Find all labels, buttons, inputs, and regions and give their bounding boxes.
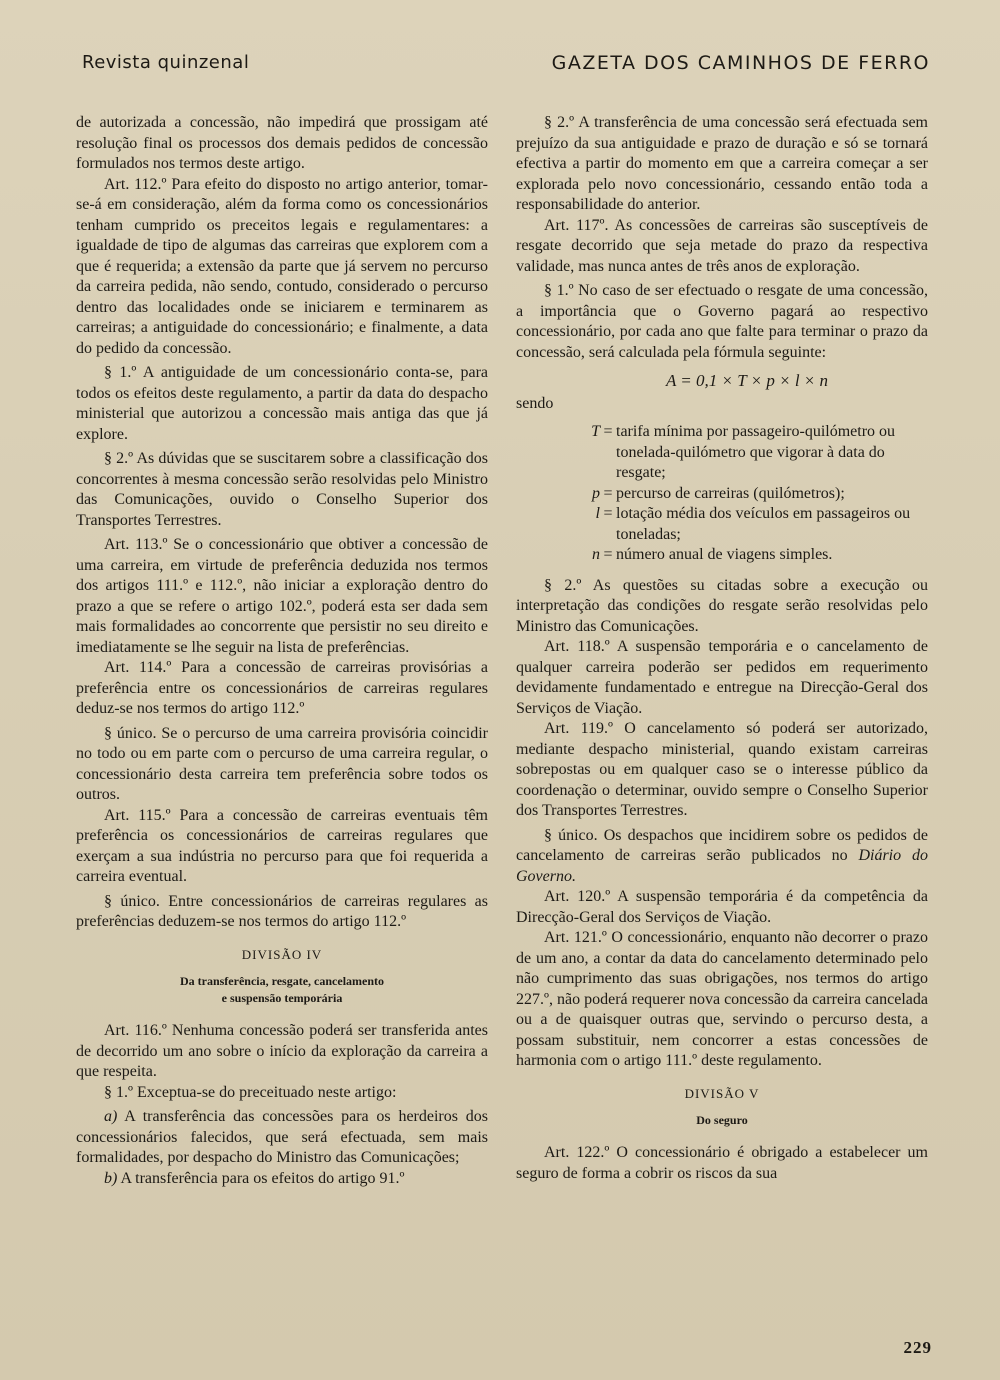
article-120: Art. 120.º A suspensão temporária é da competência da Direcção-Geral dos Serviços de Viação. bbox=[516, 888, 928, 926]
paragraph: § 1.º A antiguidade de um concessionário conta-se, para todos os efeitos deste regulamento, a partir da data do despacho ministerial que autorizou a concessão mais antiga das que já explore. bbox=[76, 364, 488, 443]
article-122: Art. 122.º O concessionário é obrigado a estabelecer um seguro de forma a cobrir os riscos da sua bbox=[516, 1144, 928, 1182]
subtitle-line: Da transferência, resgate, cancelamento bbox=[179, 974, 385, 988]
list-item-text: A transferência das concessões para os herdeiros dos concessionários falecidos, que será efectuada, sem mais formalidades, por despacho do Ministro das Comunicações; bbox=[76, 1108, 488, 1166]
division-subtitle: Do seguro bbox=[696, 1113, 748, 1127]
publication-title: Diário do Governo. bbox=[516, 847, 929, 885]
article-115: Art. 115.º Para a concessão de carreiras eventuais têm preferência os concessionários de carreiras regulares que exerçam a sua indústria no percurso para que foi requerida a carreira eventual. bbox=[76, 806, 488, 885]
article-118: Art. 118.º A suspensão temporária e o cancelamento de qualquer carreira poderão ser pedidos em requerimento devidamente fundamentado e entregue na Direcção-Geral dos Serviços de Viação. bbox=[516, 638, 928, 717]
list-item-text: A transferência para os efeitos do artigo 91.º bbox=[120, 1169, 405, 1187]
definition-symbol: n bbox=[592, 546, 600, 563]
equals-sign: = bbox=[603, 484, 613, 502]
list-item-letter: a) bbox=[104, 1108, 118, 1125]
definition-item bbox=[564, 504, 928, 545]
definition-item bbox=[564, 545, 928, 566]
right-column bbox=[516, 113, 928, 1184]
subtitle-line: e suspensão temporária bbox=[221, 991, 343, 1005]
paragraph: § 1.º No caso de ser efectuado o resgate de uma concessão, a importância que o Governo pagará ao respectivo concessionário, por cada ano que falte para terminar o prazo da concessão, será calculada pela fórmula seguinte: bbox=[516, 282, 928, 361]
definition-text: lotação média dos veículos em passageiros ou toneladas; bbox=[616, 505, 911, 543]
list-item bbox=[76, 1169, 488, 1190]
formula-definitions bbox=[564, 422, 928, 566]
page-number: 229 bbox=[903, 1338, 932, 1357]
definition-text: número anual de viagens simples. bbox=[616, 546, 833, 563]
paragraph: § 2.º As questões su citadas sobre a execução ou interpretação das condições do resgate serão resolvidas pelo Ministro das Comunicações. bbox=[516, 576, 928, 635]
running-header-left: Revista quinzenal bbox=[82, 52, 250, 73]
equals-sign: = bbox=[603, 423, 613, 440]
paragraph: § único. Se o percurso de uma carreira provisória coincidir no todo ou em parte com o percurso de uma carreira regular, o concessionário desta carreira tem preferência sobre todos os outros. bbox=[76, 724, 488, 803]
formula: A = 0,1 × T × p × l × n bbox=[665, 371, 829, 390]
definition-symbol: T bbox=[591, 423, 600, 440]
paragraph: § 2.º A transferência de uma concessão será efectuada sem prejuízo da sua antiguidade e prazo de duração e só se tornará efectiva a partir do momento em que a carreira começar a ser explorada pelo novo concessionário, cessando então toda a responsabilidade do anterior. bbox=[516, 114, 928, 213]
article-121: Art. 121.º O concessionário, enquanto não decorrer o prazo de um ano, a contar da data do cancelamento determinado pelo não cumprimento das suas obrigações, nos termos do artigo 227.º, não poderá requerer nova concessão da carreira cancelada ou a de quaisquer outras que, servindo o percurso desta, a possam substituir, nem concorrer a estas concessões de harmonia com o artigo 111.º deste regulamento. bbox=[516, 929, 928, 1069]
definition-item bbox=[564, 422, 928, 484]
article-119: Art. 119.º O cancelamento só poderá ser autorizado, mediante despacho ministerial, quando existam carreiras sobrepostas ou em qualquer caso se o interesse público da coordenação o determinar, ouvido sempre o Conselho Superior dos Transportes Terrestres. bbox=[516, 720, 928, 819]
article-117: Art. 117º. As concessões de carreiras são susceptíveis de resgate decorrido que seja metade do prazo da respectiva validade, mas nunca antes de três anos de exploração. bbox=[516, 216, 928, 275]
paragraph bbox=[516, 826, 928, 888]
equals-sign: = bbox=[603, 546, 613, 563]
list-item-letter: b) bbox=[104, 1169, 118, 1187]
list-item bbox=[76, 1107, 488, 1169]
definition-item bbox=[564, 484, 928, 505]
running-header-right: GAZETA DOS CAMINHOS DE FERRO bbox=[551, 52, 930, 74]
paragraph: § 1.º Exceptua-se do preceituado neste artigo: bbox=[104, 1083, 397, 1101]
sendo-label: sendo bbox=[516, 394, 554, 412]
article-114: Art. 114.º Para a concessão de carreiras provisórias a preferência entre os concessionários de carreiras regulares deduz-se nos termos do artigo 112.º bbox=[76, 659, 488, 717]
definition-symbol: p bbox=[592, 484, 600, 502]
paragraph: de autorizada a concessão, não impedirá que prossigam até resolução final os processos dos demais pedidos de concessão formulados nos termos deste artigo. bbox=[76, 114, 488, 172]
definition-symbol: l bbox=[595, 505, 600, 522]
division-heading: DIVISÃO V bbox=[684, 1085, 760, 1101]
definition-text: tarifa mínima por passageiro-quilómetro ou tonelada-quilómetro que vigorar à data do resgate; bbox=[616, 423, 896, 481]
article-113: Art. 113.º Se o concessionário que obtiver a concessão de uma carreira, em virtude de preferência deduzida nos termos dos artigos 111.º e 112.º, não iniciar a exploração dentro do prazo a que se refere o artigo 102.º, poderá esta ser dada sem mais formalidades ao concorrente que persistir no seu direito e imediatamente se lhe seguir na lista de preferências. bbox=[76, 536, 488, 656]
division-heading: DIVISÃO IV bbox=[241, 946, 323, 962]
paragraph-text: § único. Os despachos que incidirem sobre os pedidos de cancelamento de carreiras serão publicados no bbox=[516, 826, 928, 864]
article-112: Art. 112.º Para efeito do disposto no artigo anterior, tomar-se-á em consideração, além da forma como os concessionários tenham cumprido os preceitos legais e regulamentares: a igualdade de tipo de algumas das carreiras que explorem com a que é requerida; a extensão da parte que já servem no percurso da carreira pedida, não sendo, contudo, considerado o percurso dentro das localidades onde se iniciarem e terminarem as carreiras; a antiguidade do concessionário; e finalmente, a data do pedido da concessão. bbox=[76, 175, 488, 357]
article-116: Art. 116.º Nenhuma concessão poderá ser transferida antes de decorrido um ano sobre o início da exploração da carreira a que respeita. bbox=[76, 1022, 488, 1080]
equals-sign: = bbox=[603, 505, 613, 522]
left-column bbox=[76, 113, 488, 1189]
division-subtitle bbox=[76, 973, 488, 1007]
paragraph: § 2.º As dúvidas que se suscitarem sobre a classificação dos concorrentes à mesma concessão serão resolvidas pelo Ministro das Comunicações, ouvido o Conselho Superior dos Transportes Terrestres. bbox=[76, 450, 488, 529]
definition-text: percurso de carreiras (quilómetros); bbox=[616, 484, 845, 502]
paragraph: § único. Entre concessionários de carreiras regulares as preferências deduzem-se nos termos do artigo 112.º bbox=[76, 892, 488, 930]
